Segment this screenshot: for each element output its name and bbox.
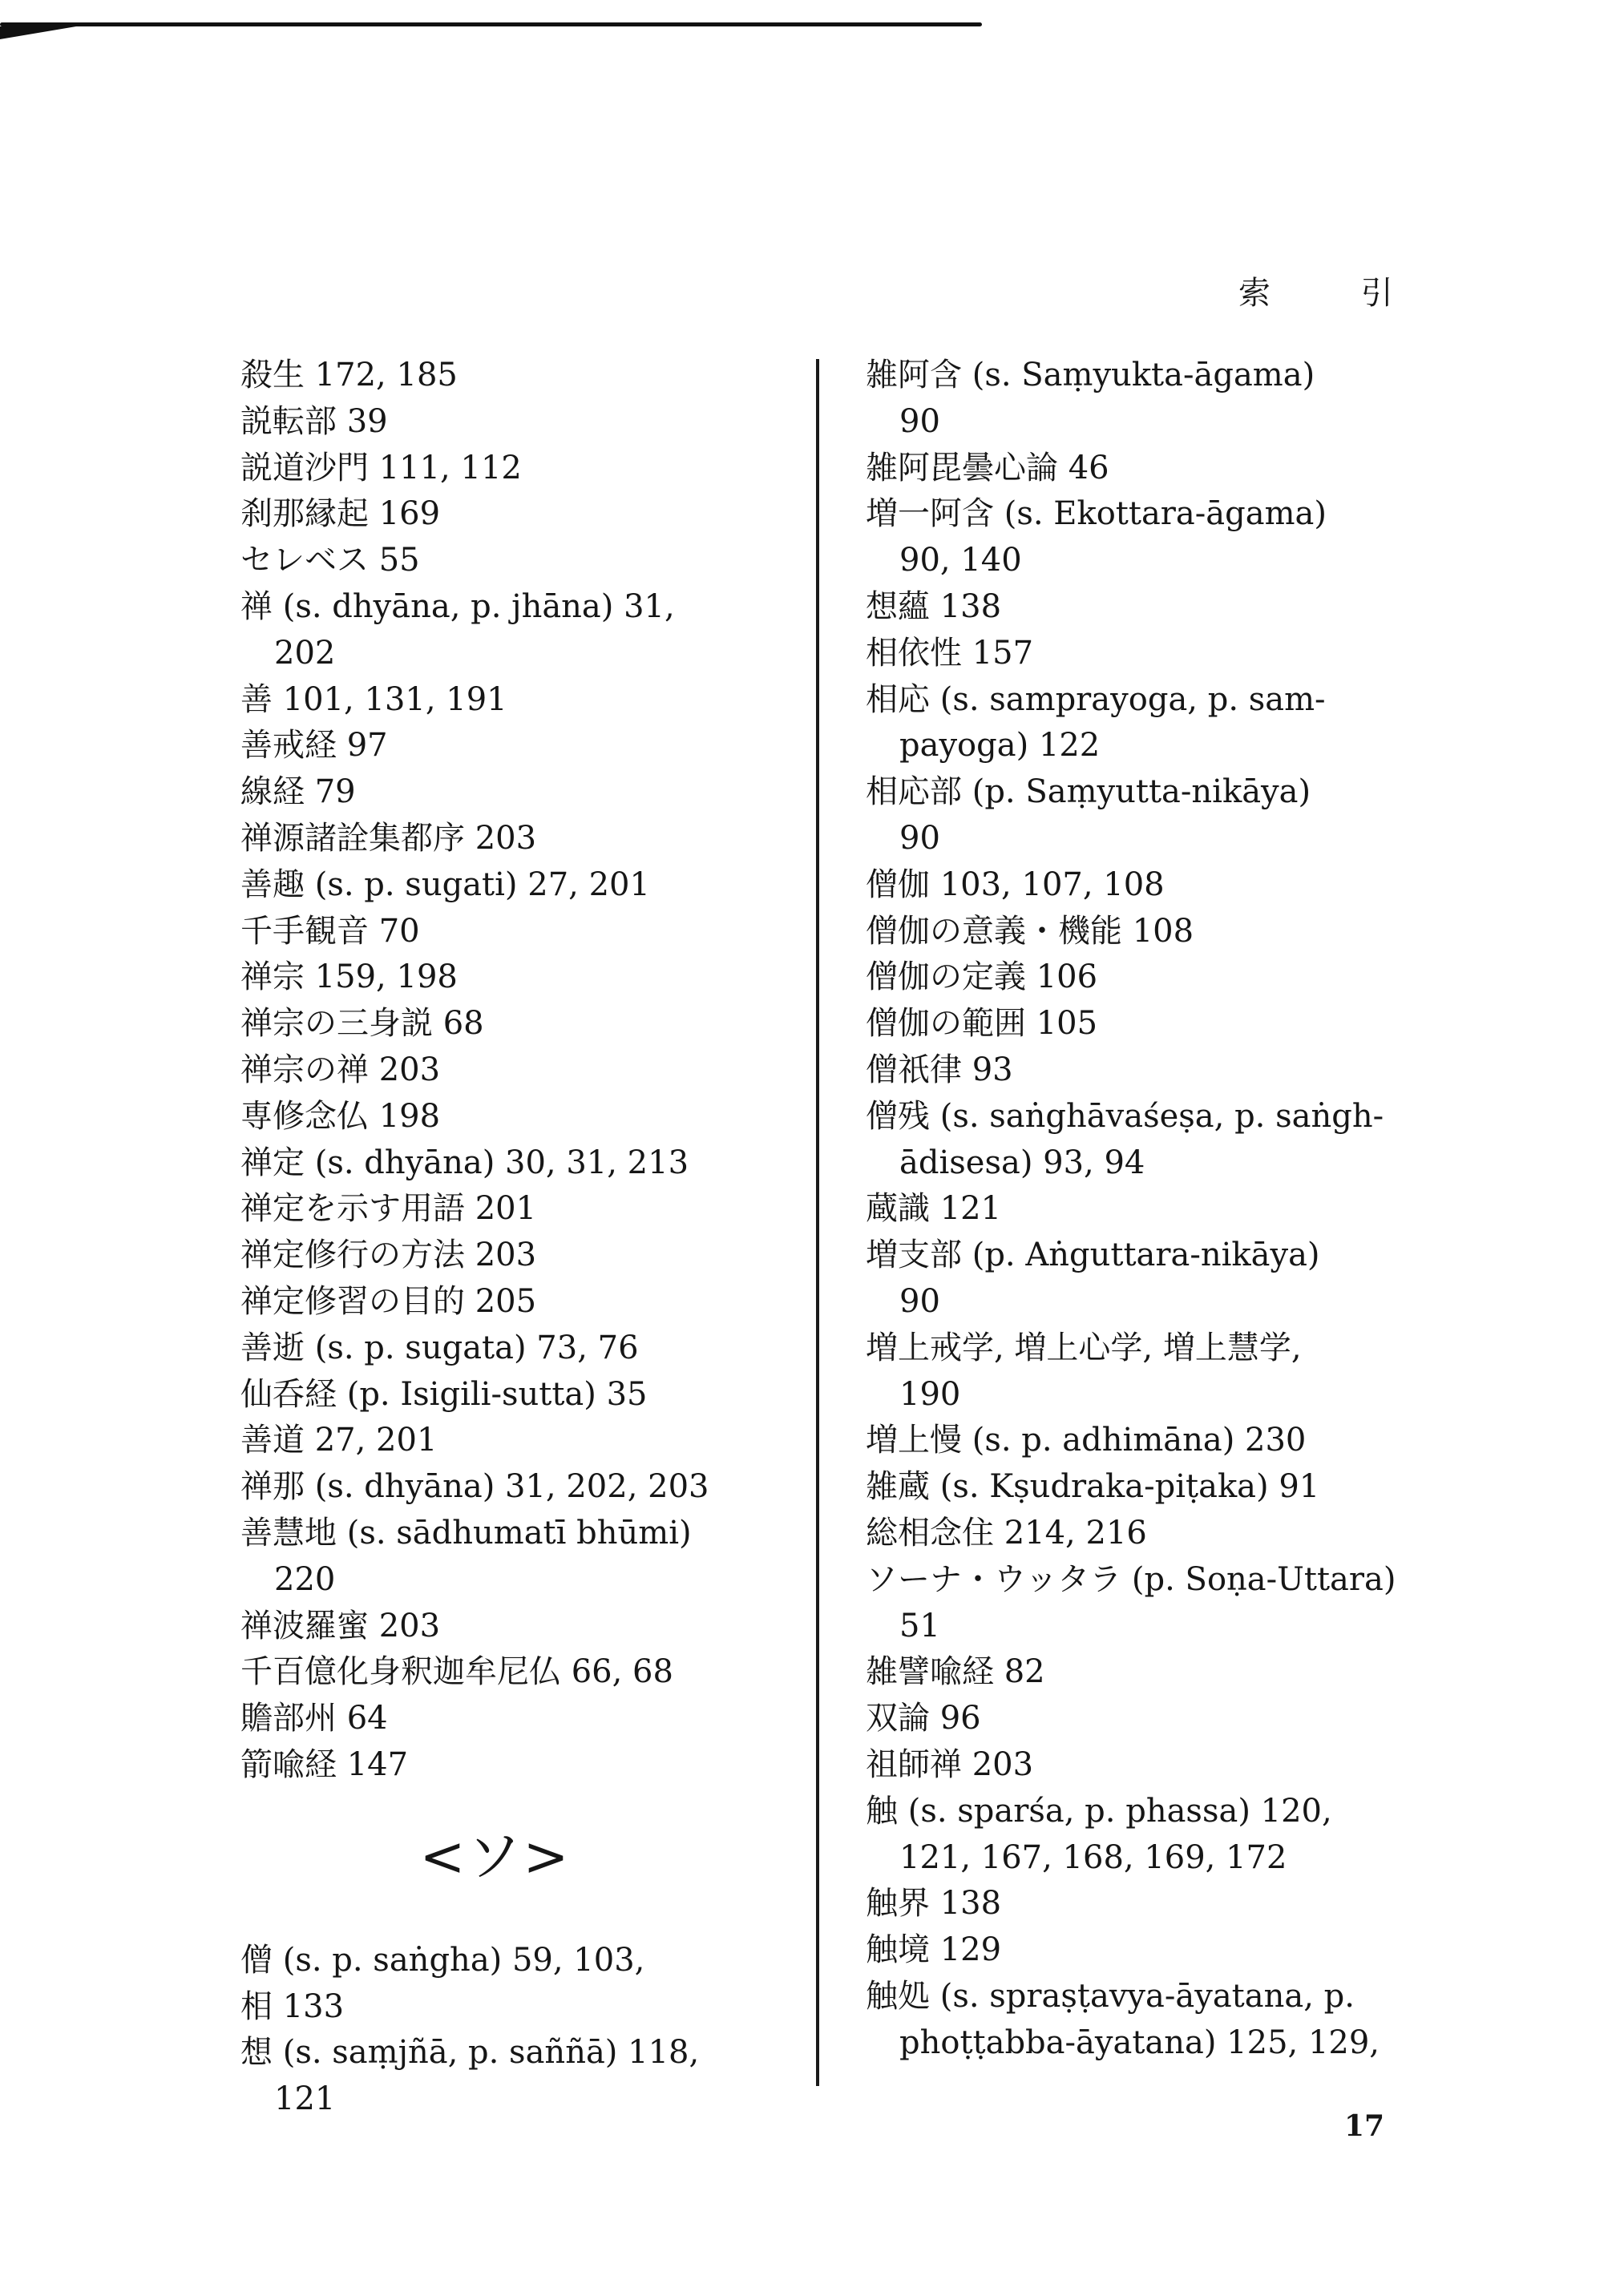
top-rule [0,22,982,26]
index-entry: 禅宗の禅 203 [240,1051,441,1088]
index-entry-list [866,353,1411,2066]
index-entry-continuation: 220 [274,1560,336,1598]
index-entry: 禅源諸詮集都序 203 [240,819,537,857]
index-column-left [240,353,794,2123]
index-entry: 仙呑経 (p. Isigili-sutta) 35 [240,1375,648,1413]
index-entry-continuation: ādisesa) 93, 94 [899,1144,1145,1181]
index-entry: 触界 138 [866,1885,1002,1923]
index-entry: 相応 (s. samprayoga, p. sam- [866,680,1326,718]
index-entry: 説道沙門 111, 112 [240,449,522,486]
index-entry-continuation: 90, 140 [899,542,1022,579]
index-entry-continuation: 90 [899,819,940,857]
index-entry: 雑阿毘曇心論 46 [866,449,1109,486]
index-entry: 僧祇律 93 [866,1051,1013,1088]
index-entry: ソーナ・ウッタラ (p. Soṇa-Uttara) [866,1560,1396,1598]
index-entry: 触処 (s. spraṣṭavya-āyatana, p. [866,1977,1355,2015]
index-entry-continuation: 121 [274,2080,336,2118]
index-entry: 禅定 (s. dhyāna) 30, 31, 213 [240,1144,689,1181]
running-header-title: 索 引 [1238,275,1433,312]
index-entry: 善逝 (s. p. sugata) 73, 76 [240,1329,639,1366]
index-entry: 増上戒学, 増上心学, 増上慧学, [866,1329,1302,1366]
index-entry: 禅定修行の方法 203 [240,1237,537,1274]
index-entry: 双論 96 [866,1700,981,1737]
index-entry-continuation: payoga) 122 [899,727,1101,765]
index-entry-continuation: 202 [274,634,336,672]
index-entry: 禅宗の三身説 68 [240,1005,484,1043]
index-entry: 触境 129 [866,1931,1002,1969]
index-entry: 触 (s. sparśa, p. phassa) 120, [866,1792,1332,1830]
index-entry: 善戒経 97 [240,727,388,765]
index-column-right [866,353,1411,2066]
index-entry-continuation: 51 [899,1607,940,1644]
index-entry: 僧伽の意義・機能 108 [866,912,1194,950]
index-entry: 刹那縁起 169 [240,495,441,533]
index-entry: 殺生 172, 185 [240,357,458,393]
index-entry: 禅宗 159, 198 [240,958,458,996]
index-entry: 禅那 (s. dhyāna) 31, 202, 203 [240,1468,709,1506]
index-entry-continuation: 121, 167, 168, 169, 172 [899,1838,1287,1876]
index-entry: 蔵識 121 [866,1190,1002,1228]
page-number: 17 [1344,2109,1385,2143]
index-entry: 祖師禅 203 [866,1745,1034,1783]
index-entry: 相依性 157 [866,634,1034,672]
index-entry-continuation: 90 [899,1282,940,1320]
index-entry: 禅 (s. dhyāna, p. jhāna) 31, [240,587,675,625]
index-entry: 増上慢 (s. p. adhimāna) 230 [866,1422,1307,1459]
index-entry: 善趣 (s. p. sugati) 27, 201 [240,866,650,903]
index-entry: 善慧地 (s. sādhumatī bhūmi) [240,1514,692,1552]
index-entry: 善 101, 131, 191 [240,680,507,718]
index-entry-continuation: phoṭṭabba-āyatana) 125, 129, [899,2024,1380,2061]
index-entry: 僧伽の範囲 105 [866,1005,1098,1043]
index-entry: 僧残 (s. saṅghāvaśeṣa, p. saṅgh- [866,1097,1384,1135]
index-entry: 善道 27, 201 [240,1422,438,1459]
index-entry: 僧伽 103, 107, 108 [866,866,1165,903]
index-entry: 僧 (s. p. saṅgha) 59, 103, [240,1941,645,1979]
index-entry: 雑譬喩経 82 [866,1653,1045,1691]
index-entry: 箭喩経 147 [240,1745,409,1783]
index-entry: 相応部 (p. Saṃyutta-nikāya) [866,773,1311,811]
index-entry: 説転部 39 [240,402,388,440]
index-entry: 禅波羅蜜 203 [240,1607,441,1644]
index-entry: 禅定を示す用語 201 [240,1190,537,1228]
index-entry: 専修念仏 198 [240,1097,441,1135]
index-entry: 千手観音 70 [240,912,420,950]
index-entry: 想蘊 138 [866,587,1002,625]
index-entry: 想 (s. saṃjñā, p. saññā) 118, [240,2034,700,2072]
index-entry-list [240,353,794,1789]
index-entry: セレベス 55 [240,542,420,579]
index-entry: 総相念住 214, 216 [866,1514,1147,1552]
index-entry: 雑阿含 (s. Saṃyukta-āgama) [866,357,1315,393]
index-entry-list [240,1938,794,2123]
column-divider [816,359,819,2086]
index-entry: 増一阿含 (s. Ekottara-āgama) [866,495,1327,533]
index-entry: 千百億化身釈迦牟尼仏 66, 68 [240,1653,673,1691]
index-entry-continuation: 90 [899,402,940,440]
index-entry: 線経 79 [240,773,356,811]
index-entry: 相 133 [240,1987,345,2025]
index-entry: 増支部 (p. Aṅguttara-nikāya) [866,1237,1320,1274]
index-entry: 贍部州 64 [240,1700,388,1737]
index-entry: 禅定修習の目的 205 [240,1282,537,1320]
index-entry: 僧伽の定義 106 [866,958,1098,996]
section-heading-so: <ソ> [419,1825,571,1889]
index-entry-continuation: 190 [899,1375,961,1413]
top-rule-tail [0,26,76,39]
index-entry: 雑蔵 (s. Kṣudraka-piṭaka) 91 [866,1468,1320,1506]
